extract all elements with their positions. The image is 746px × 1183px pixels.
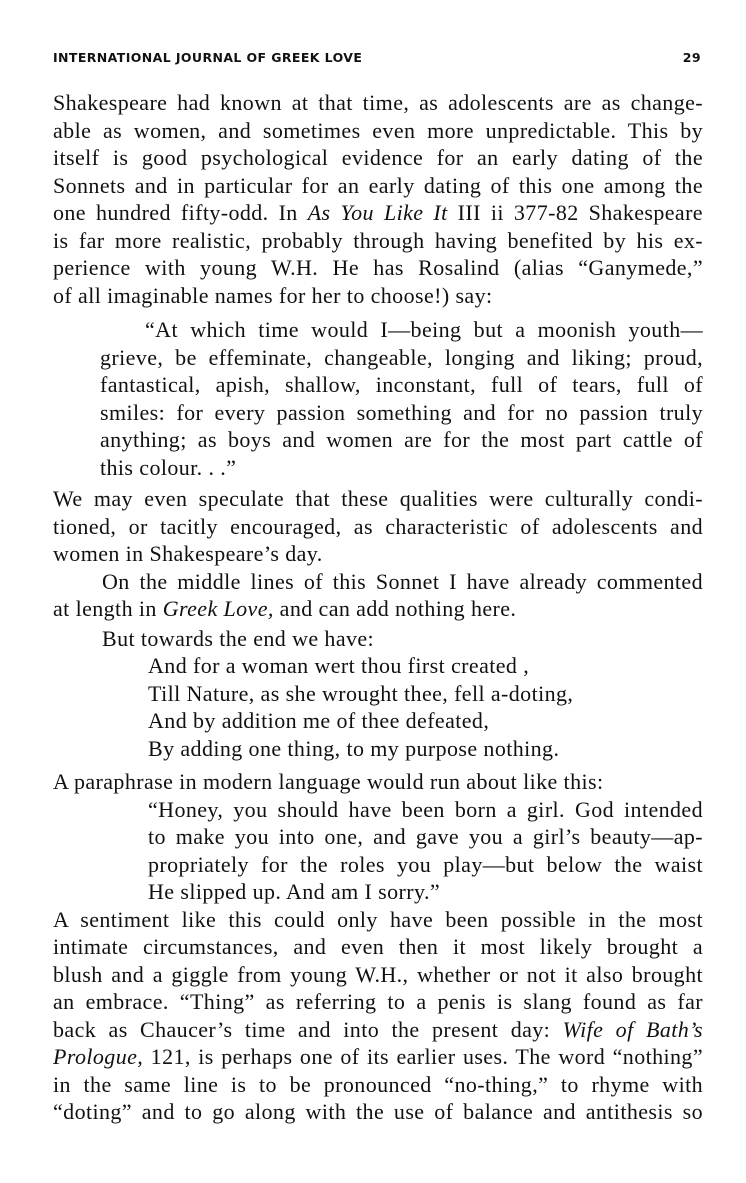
paragraph-towards-the-end bbox=[53, 625, 703, 653]
verse-line: And for a woman wert thou first created , bbox=[148, 653, 530, 678]
paragraph-sentiment bbox=[53, 906, 703, 1126]
sonnet-excerpt bbox=[53, 652, 703, 762]
text-line: We may even speculate that these qualities were culturally condi- bbox=[53, 486, 703, 511]
text-line: able as women, and sometimes even more unpredictable. This by bbox=[53, 117, 703, 143]
paragraph-paraphrase-intro bbox=[53, 768, 703, 796]
text-line: A sentiment like this could only have been possible in the most bbox=[53, 906, 703, 932]
text-segment: 121, is perhaps one of its earlier uses. The word “nothing” bbox=[143, 1044, 703, 1069]
text-line: But towards the end we have: bbox=[102, 625, 375, 651]
text-line: women in Shakespeare’s day. bbox=[53, 541, 323, 566]
text-line: Shakespeare had known at that time, as adolescents are as change- bbox=[53, 90, 703, 115]
block-quote-paraphrase bbox=[53, 796, 703, 906]
text-line: of all imaginable names for her to choose!) say: bbox=[53, 282, 493, 308]
quote-line: “Honey, you should have been born a girl. God intended bbox=[148, 796, 703, 822]
text-line: “doting” and to go along with the use of balance and antithesis so bbox=[53, 1099, 703, 1124]
text-line: is far more realistic, probably through having benefited by his ex- bbox=[53, 227, 703, 253]
book-title-italic: Greek Love, bbox=[162, 596, 274, 621]
text-segment: and can add nothing here. bbox=[273, 596, 517, 621]
work-title-italic: Wife of Bath’s bbox=[562, 1016, 703, 1042]
text-segment: one hundred fifty-odd. In bbox=[53, 200, 308, 225]
text-line: tioned, or tacitly encouraged, as characteristic of adolescents and bbox=[53, 513, 703, 539]
block-quote-rosalind bbox=[53, 316, 703, 481]
text-segment: back as Chaucer’s time and into the present day: bbox=[53, 1016, 563, 1042]
paragraph-shakespeare-adolescents bbox=[53, 89, 703, 309]
play-title-italic: As You Like It bbox=[307, 200, 448, 225]
text-line bbox=[53, 595, 703, 623]
verse-line: And by addition me of thee defeated, bbox=[148, 708, 490, 733]
journal-title: INTERNATIONAL JOURNAL OF GREEK LOVE bbox=[53, 50, 363, 65]
text-line bbox=[53, 1016, 703, 1044]
quote-line: anything; as boys and women are for the most part cattle of bbox=[100, 427, 703, 452]
paragraph-cultural-conditioning bbox=[53, 485, 703, 568]
paragraph-middle-lines bbox=[53, 568, 703, 623]
running-head bbox=[53, 50, 703, 66]
text-line: perience with young W.H. He has Rosalind (alias “Ganymede,” bbox=[53, 255, 703, 280]
quote-line: to make you into one, and gave you a girl’s beauty—ap- bbox=[148, 824, 703, 849]
body-text bbox=[53, 89, 703, 1126]
page-number: 29 bbox=[682, 50, 701, 65]
verse-line: Till Nature, as she wrought thee, fell a-doting, bbox=[148, 680, 574, 706]
text-line: blush and a giggle from young W.H., whether or not it also brought bbox=[53, 961, 703, 987]
text-line bbox=[53, 199, 703, 227]
text-segment: III ii 377-82 Shakespeare bbox=[447, 200, 703, 225]
quote-line: propriately for the roles you play—but below the waist bbox=[148, 851, 703, 877]
text-line: intimate circumstances, and even then it most likely brought a bbox=[53, 934, 703, 959]
text-line: itself is good psychological evidence for an early dating of the bbox=[53, 145, 703, 170]
text-line: an embrace. “Thing” as referring to a penis is slang found as far bbox=[53, 989, 703, 1014]
work-title-italic: Prologue, bbox=[53, 1044, 144, 1069]
text-line: in the same line is to be pronounced “no-thing,” to rhyme with bbox=[53, 1071, 703, 1097]
text-segment: at length in bbox=[53, 596, 163, 621]
text-line: Sonnets and in particular for an early dating of this one among the bbox=[53, 172, 703, 198]
quote-line: grieve, be effeminate, changeable, longing and liking; proud, bbox=[100, 344, 703, 370]
text-line: On the middle lines of this Sonnet I have already commented bbox=[102, 568, 703, 594]
quote-line: this colour. . .” bbox=[100, 454, 237, 480]
text-line: A paraphrase in modern language would run about like this: bbox=[53, 769, 604, 794]
quote-line: smiles: for every passion something and for no passion truly bbox=[100, 399, 703, 425]
quote-line: fantastical, apish, shallow, inconstant, full of tears, full of bbox=[100, 372, 703, 397]
verse-line: By adding one thing, to my purpose nothing. bbox=[148, 735, 560, 761]
quote-line: “At which time would I—being but a moonish youth— bbox=[145, 317, 703, 342]
quote-line: He slipped up. And am I sorry.” bbox=[148, 879, 441, 904]
text-line bbox=[53, 1043, 703, 1071]
